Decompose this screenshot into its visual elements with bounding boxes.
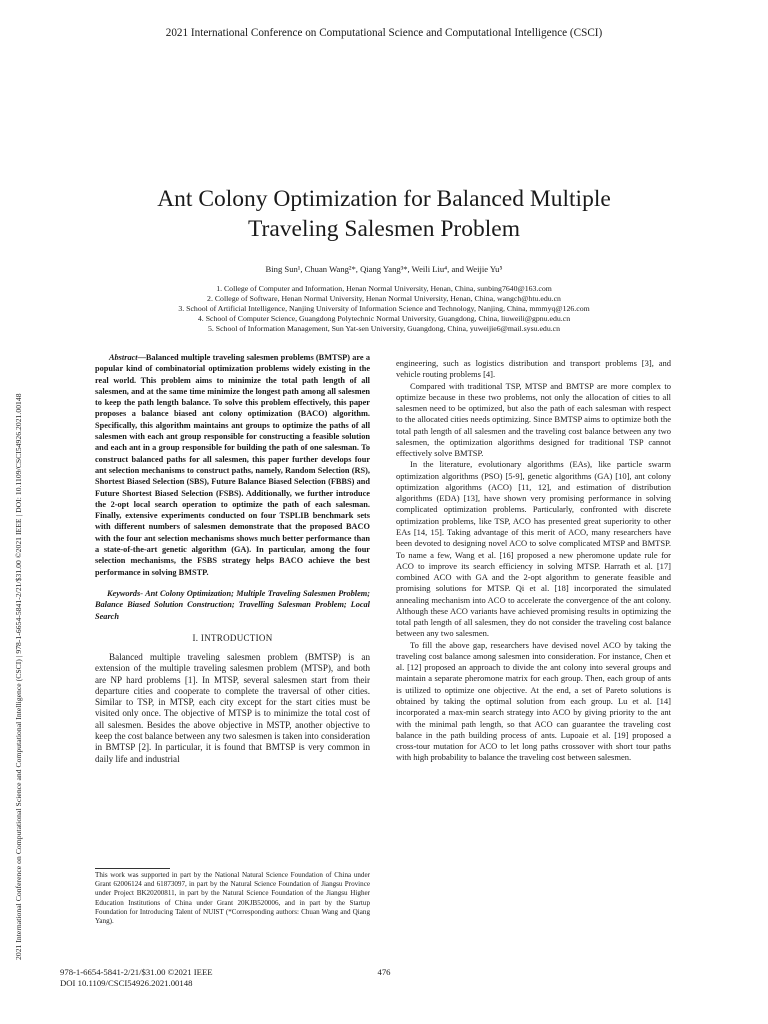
title-line-1: Ant Colony Optimization for Balanced Multiple (157, 186, 611, 212)
body-paragraph-1: engineering, such as logistics distribution and transport problems [3], and vehicle routing problems [4]. (396, 358, 671, 380)
body-paragraph-2: Compared with traditional TSP, MTSP and BMTSP are more complex to optimize because in these two problems, not only the allocation of cities to all salesmen need to be optimized, but also the path of each salesman with respect to the allocated cities needs optimizing. Since BMTSP aims to optimize both the total path length of all salesmen and the traveling cost balance between any two salesmen, the optimization algorithms designed for traditional TSP cannot effectively solve BMTSP. (396, 380, 671, 459)
left-column (95, 352, 370, 765)
affiliations (0, 284, 768, 334)
body-paragraph-3: In the literature, evolutionary algorithms (EAs), like particle swarm optimization algorithms (PSO) [5-9], genetic algorithms (GA) [10], ant colony optimization algorithms (ACO) [11, 12], and estimation of distribution algorithms (EDA) [13], have shown very promising performance in solving complicated optimization problems. Particularly, confronted with discrete optimization problems, like TSP, ACO has presented great superiority to other EAs [14, 15]. Taking advantage of this merit of ACO, many researchers have been devoted to designing novel ACO to solve complicated MTSP and BMTSP. To name a few, Wang et al. [16] proposed a new pheromone update rule for ACO to improve its search efficiency in solving MTSP. Harrath et al. [17] combined ACO with GA and the 2-opt algorithm to generate feasible and promising solutions for MTSP. Qi et al. [18] incorporated the simulated annealing mechanism into ACO to accelerate the convergence of the ant colony. Although these ACO variants have achieved promising results in optimizing the total path length of all salesmen, they do not consider the traveling cost balance between any two salesmen. (396, 459, 671, 639)
abstract-text: —Balanced multiple traveling salesmen problems (BMTSP) are a popular kind of combinatorial optimization problems widely existing in the real world. This problem aims to minimize the total path length of all salesmen, and at the same time minimize the longest path among all salesmen to keep the path length balance. To solve this problem effectively, this paper proposes a balance biased ant colony optimization (BACO) algorithm. Specifically, this algorithm maintains ant groups to optimize the paths of all salesmen with each ant group responsible for constructing a feasible solution and each ant in a group responsible for building the path of one salesman. To construct balanced paths for all salesmen, this paper further develops four ant selection mechanisms to construct paths, namely, Random Selection (RS), Shortest Biased Selection (SBS), Future Balance Biased Selection (FBBS) and Future Shortest Biased Selection (FSBS). Additionally, we further introduce the 2-opt local search operation to optimize the path of each salesman. Finally, extensive experiments conducted on four TSPLIB benchmark sets with different numbers of salesmen demonstrate that the proposed BACO with the four ant selection mechanisms shows much better performance than a state-of-the-art genetic algorithm (GA). In particular, among the four selection mechanisms, the FSBS strategy helps BACO achieve the best performance in solving BMSTP. (95, 353, 370, 577)
right-column (396, 358, 671, 764)
abstract-label: Abstract (109, 353, 138, 362)
affiliation-1: 1. College of Computer and Information, Henan Normal University, Henan, China, sunbing7640@163.com (216, 284, 552, 293)
affiliation-2: 2. College of Software, Henan Normal University, Henan Normal University, Henan, China, wangch@htu.edu.cn (207, 294, 561, 304)
footnote-divider (95, 868, 170, 869)
footer-isbn: 978-1-6654-5841-2/21/$31.00 ©2021 IEEE (60, 967, 213, 977)
author-list: Bing Sun¹, Chuan Wang²*, Qiang Yang³*, Weili Liu⁴, and Weijie Yu⁵ (265, 264, 503, 274)
conference-header: 2021 International Conference on Computational Science and Computational Intelligence (CSCI) (165, 27, 603, 39)
keywords: Keywords- Ant Colony Optimization; Multiple Traveling Salesmen Problem; Balance Biased Solution Construction; Travelling Salesman Problem; Local Search (95, 588, 370, 621)
affiliation-4: 4. School of Computer Science, Guangdong Polytechnic Normal University, Guangdong, China, liuweili@gpnu.edu.cn (197, 314, 571, 324)
abstract (95, 352, 370, 578)
intro-paragraph: Balanced multiple traveling salesmen problem (BMTSP) is an extension of the multiple traveling salesmen problem (MTSP), and both are NP hard problems [1]. In MTSP, several salesmen start from their departure cities and cooperate to complete the traversal of other cities. Similar to TSP, in MTSP, each city except for the start cities must be visited only once. The objective of MTSP is to minimize the total cost of all salesmen. Besides the above objective in MSTP, another objective to keep the cost balance between any two salesmen is taken into consideration in BMTSP [2]. In particular, it is found that BMTSP is very common in daily life and industrial (95, 652, 370, 764)
page-number: 476 (377, 967, 391, 977)
title-line-2: Traveling Salesmen Problem (248, 216, 520, 242)
affiliation-3: 3. School of Artificial Intelligence, Nanjing University of Information Science and Technology, Nanjing, China, mmmyq@126.com (178, 304, 590, 314)
side-copyright-notice: 2021 International Conference on Computational Science and Computational Intelligence (CSCI) | 978-1-6654-5841-2/21/$31.00 ©2021 IEEE | DOI: 10.1109/CSCI54926.2021.00148 (14, 393, 23, 960)
funding-footnote: This work was supported in part by the National Natural Science Foundation of China under Grant 62006124 and 61873097, in part by the Natural Science Foundation of Jiangsu Province under Project BK20200811, in part by the Natural Science Foundation of the Jiangsu Higher Education Institutions of China under Grant 20KJB520006, and in part by the Startup Foundation for Introducing Talent of NUIST (*Corresponding authors: Chuan Wang and Qiang Yang). (95, 871, 370, 926)
paper-title (60, 184, 708, 244)
section-heading-introduction: I. INTRODUCTION (192, 632, 273, 643)
affiliation-5: 5. School of Information Management, Sun Yat-sen University, Guangdong, China, yuweijie6@mail.sysu.edu.cn (207, 324, 561, 334)
body-paragraph-4: To fill the above gap, researchers have devised novel ACO by taking the traveling cost balance among salesmen into consideration. For instance, Chen et al. [12] proposed an approach to divide the ant colony into several groups and maintain a separate pheromone matrix for each group. Then, each group of ants is utilized to optimize one objective. At the end, a set of Pareto solutions is obtained by taking the optimal solution from each group. Lu et al. [14] incorporated a max-min search strategy into ACO by giving priority to the ant with the minimal path length, so that ACO can guarantee the traveling cost balance in the path building process of ants. Lupoaie et al. [19] proposed a cross-tour mutation for ACO to let long paths crossover with short tour paths with high probability to balance the traveling cost between salesmen. (396, 639, 671, 763)
footer-doi: DOI 10.1109/CSCI54926.2021.00148 (60, 978, 193, 988)
